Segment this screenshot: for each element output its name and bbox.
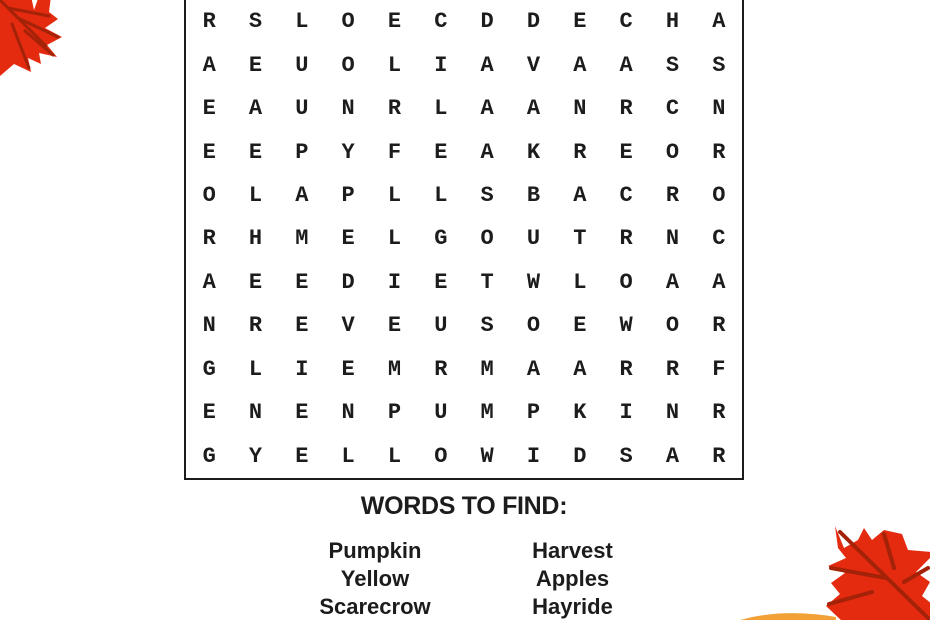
- grid-letter[interactable]: N: [341, 400, 355, 426]
- grid-letter[interactable]: V: [341, 313, 355, 339]
- grid-letter[interactable]: D: [480, 9, 494, 35]
- grid-letter[interactable]: L: [387, 226, 402, 252]
- grid-letter[interactable]: E: [248, 52, 263, 78]
- grid-letter[interactable]: R: [665, 356, 680, 382]
- grid-letter[interactable]: I: [295, 356, 309, 382]
- grid-letter[interactable]: O: [202, 183, 216, 209]
- grid-letter[interactable]: A: [526, 96, 541, 122]
- grid-letter[interactable]: P: [341, 183, 355, 209]
- grid-letter[interactable]: P: [526, 400, 541, 426]
- grid-letter[interactable]: S: [480, 183, 494, 209]
- grid-letter[interactable]: O: [712, 183, 726, 209]
- grid-letter[interactable]: I: [619, 400, 633, 426]
- grid-letter[interactable]: N: [573, 96, 587, 122]
- grid-letter[interactable]: E: [295, 400, 309, 426]
- grid-letter[interactable]: O: [619, 269, 633, 295]
- grid-letter[interactable]: N: [202, 313, 216, 339]
- grid-letter[interactable]: W: [526, 269, 541, 295]
- grid-letter[interactable]: A: [573, 356, 587, 382]
- grid-letter[interactable]: L: [248, 183, 263, 209]
- grid-letter[interactable]: N: [341, 96, 355, 122]
- grid-letter[interactable]: W: [619, 313, 633, 339]
- maple-leaf-top-left-icon: [0, 0, 72, 84]
- grid-letter[interactable]: N: [665, 400, 680, 426]
- grid-letter[interactable]: G: [202, 356, 216, 382]
- grid-letter[interactable]: S: [712, 52, 726, 78]
- grid-letter[interactable]: I: [434, 52, 448, 78]
- leaf-veins: [829, 532, 928, 618]
- word-item: Scarecrow: [319, 594, 431, 619]
- grid-letter[interactable]: T: [573, 226, 587, 252]
- leaf-veins: [0, 0, 58, 68]
- grid-letter[interactable]: U: [434, 400, 448, 426]
- grid-letter[interactable]: B: [526, 183, 541, 209]
- grid-letter[interactable]: I: [387, 269, 402, 295]
- grid-letter[interactable]: N: [665, 226, 680, 252]
- grid-letter[interactable]: R: [712, 313, 726, 339]
- grid-letter[interactable]: D: [573, 443, 587, 469]
- grid-letter[interactable]: R: [619, 356, 633, 382]
- grid-letter[interactable]: V: [526, 52, 541, 78]
- grid-letter[interactable]: R: [619, 96, 633, 122]
- grid-letter[interactable]: L: [434, 183, 448, 209]
- grid-letter[interactable]: O: [341, 9, 355, 35]
- grid-letter[interactable]: D: [341, 269, 355, 295]
- grid-letter[interactable]: A: [202, 269, 216, 295]
- grid-letter[interactable]: E: [434, 269, 448, 295]
- grid-letter[interactable]: R: [434, 356, 448, 382]
- grid-letter[interactable]: E: [619, 139, 633, 165]
- word-item: Yellow: [340, 566, 410, 591]
- grid-letter[interactable]: E: [387, 9, 402, 35]
- grid-letter[interactable]: E: [295, 443, 309, 469]
- grid-letter[interactable]: U: [295, 96, 309, 122]
- grid-letter[interactable]: E: [248, 269, 263, 295]
- orange-leaf-sliver-icon: [738, 611, 838, 620]
- grid-letter[interactable]: K: [526, 139, 541, 165]
- grid-letter[interactable]: R: [619, 226, 633, 252]
- grid-letter[interactable]: C: [434, 9, 448, 35]
- grid-letter[interactable]: M: [480, 356, 494, 382]
- grid-letter[interactable]: A: [665, 443, 680, 469]
- word-item: Hayride: [532, 594, 613, 619]
- grid-letter[interactable]: A: [665, 269, 680, 295]
- grid-letter[interactable]: M: [387, 356, 402, 382]
- grid-letter[interactable]: A: [712, 9, 726, 35]
- grid-letter[interactable]: M: [480, 400, 494, 426]
- grid-letter[interactable]: L: [387, 443, 402, 469]
- grid-letter[interactable]: O: [341, 52, 355, 78]
- grid-letter[interactable]: R: [573, 139, 587, 165]
- grid-letter[interactable]: L: [248, 356, 263, 382]
- word-list-left: [290, 537, 460, 620]
- grid-letter[interactable]: O: [665, 313, 680, 339]
- grid-letter[interactable]: R: [202, 9, 216, 35]
- grid-letter[interactable]: C: [665, 96, 680, 122]
- grid-letter[interactable]: O: [480, 226, 494, 252]
- grid-letter[interactable]: A: [712, 269, 726, 295]
- grid-letter[interactable]: A: [480, 52, 494, 78]
- word-item: Apples: [535, 566, 610, 591]
- words-to-find-heading: WORDS TO FIND:: [360, 492, 568, 520]
- grid-letter[interactable]: R: [665, 183, 680, 209]
- grid-letter[interactable]: S: [248, 9, 263, 35]
- grid-letter[interactable]: E: [573, 313, 587, 339]
- grid-letter[interactable]: E: [341, 226, 355, 252]
- grid-letter[interactable]: F: [712, 356, 726, 382]
- grid-letter[interactable]: L: [434, 96, 448, 122]
- grid-letter[interactable]: Y: [341, 139, 355, 165]
- grid-letter[interactable]: A: [573, 183, 587, 209]
- grid-letter[interactable]: G: [434, 226, 448, 252]
- leaf-fill: [740, 613, 836, 620]
- grid-letter[interactable]: R: [248, 313, 263, 339]
- grid-letter[interactable]: C: [619, 183, 633, 209]
- grid-letter[interactable]: H: [248, 226, 263, 252]
- grid-letter[interactable]: E: [295, 313, 309, 339]
- grid-letter[interactable]: E: [434, 139, 448, 165]
- grid-letter[interactable]: S: [665, 52, 680, 78]
- grid-letter[interactable]: A: [480, 139, 494, 165]
- grid-letter[interactable]: Y: [248, 443, 263, 469]
- grid-letter[interactable]: E: [573, 9, 587, 35]
- grid-letter[interactable]: P: [387, 400, 402, 426]
- grid-letter[interactable]: L: [341, 443, 355, 469]
- grid-letter[interactable]: N: [248, 400, 263, 426]
- grid-letter[interactable]: L: [573, 269, 587, 295]
- leaf-fill: [0, 0, 62, 76]
- grid-letter[interactable]: A: [480, 96, 494, 122]
- grid-letter[interactable]: A: [526, 356, 541, 382]
- word-list-right: [485, 537, 660, 620]
- maple-leaf-bottom-right-icon: [818, 516, 930, 620]
- grid-letter[interactable]: R: [712, 400, 726, 426]
- grid-letter[interactable]: U: [295, 52, 309, 78]
- grid-letter[interactable]: R: [712, 443, 726, 469]
- grid-letter[interactable]: H: [665, 9, 680, 35]
- grid-letter[interactable]: M: [295, 226, 309, 252]
- grid-letter[interactable]: S: [480, 313, 494, 339]
- grid-letter[interactable]: O: [434, 443, 448, 469]
- grid-letter[interactable]: R: [202, 226, 216, 252]
- grid-letter[interactable]: E: [341, 356, 355, 382]
- grid-letter[interactable]: E: [295, 269, 309, 295]
- grid-letter[interactable]: C: [619, 9, 633, 35]
- word-item: Harvest: [532, 538, 613, 563]
- grid-letter[interactable]: E: [202, 139, 216, 165]
- grid-letter[interactable]: K: [573, 400, 587, 426]
- word-search-grid-cells: [186, 0, 742, 478]
- grid-letter[interactable]: A: [248, 96, 263, 122]
- grid-letter[interactable]: R: [387, 96, 402, 122]
- grid-letter[interactable]: E: [202, 96, 216, 122]
- grid-letter[interactable]: T: [480, 269, 494, 295]
- grid-letter[interactable]: L: [387, 183, 402, 209]
- word-search-grid: [184, 0, 744, 480]
- grid-letter[interactable]: E: [387, 313, 402, 339]
- grid-letter[interactable]: P: [295, 139, 309, 165]
- grid-letter[interactable]: U: [526, 226, 541, 252]
- grid-letter[interactable]: L: [387, 52, 402, 78]
- grid-letter[interactable]: N: [712, 96, 726, 122]
- grid-letter[interactable]: O: [526, 313, 541, 339]
- grid-letter[interactable]: U: [434, 313, 448, 339]
- grid-letter[interactable]: E: [248, 139, 263, 165]
- grid-letter[interactable]: A: [619, 52, 633, 78]
- grid-letter[interactable]: A: [295, 183, 309, 209]
- grid-letter[interactable]: E: [202, 400, 216, 426]
- grid-letter[interactable]: F: [387, 139, 402, 165]
- grid-letter[interactable]: C: [712, 226, 726, 252]
- grid-letter[interactable]: I: [526, 443, 541, 469]
- grid-letter[interactable]: G: [202, 443, 216, 469]
- grid-letter[interactable]: A: [202, 52, 216, 78]
- grid-letter[interactable]: L: [295, 9, 309, 35]
- grid-letter[interactable]: D: [526, 9, 541, 35]
- grid-letter[interactable]: S: [619, 443, 633, 469]
- grid-letter[interactable]: O: [665, 139, 680, 165]
- leaf-fill: [826, 526, 930, 620]
- grid-letter[interactable]: W: [480, 443, 494, 469]
- word-item: Pumpkin: [328, 538, 422, 563]
- grid-letter[interactable]: A: [573, 52, 587, 78]
- grid-letter[interactable]: R: [712, 139, 726, 165]
